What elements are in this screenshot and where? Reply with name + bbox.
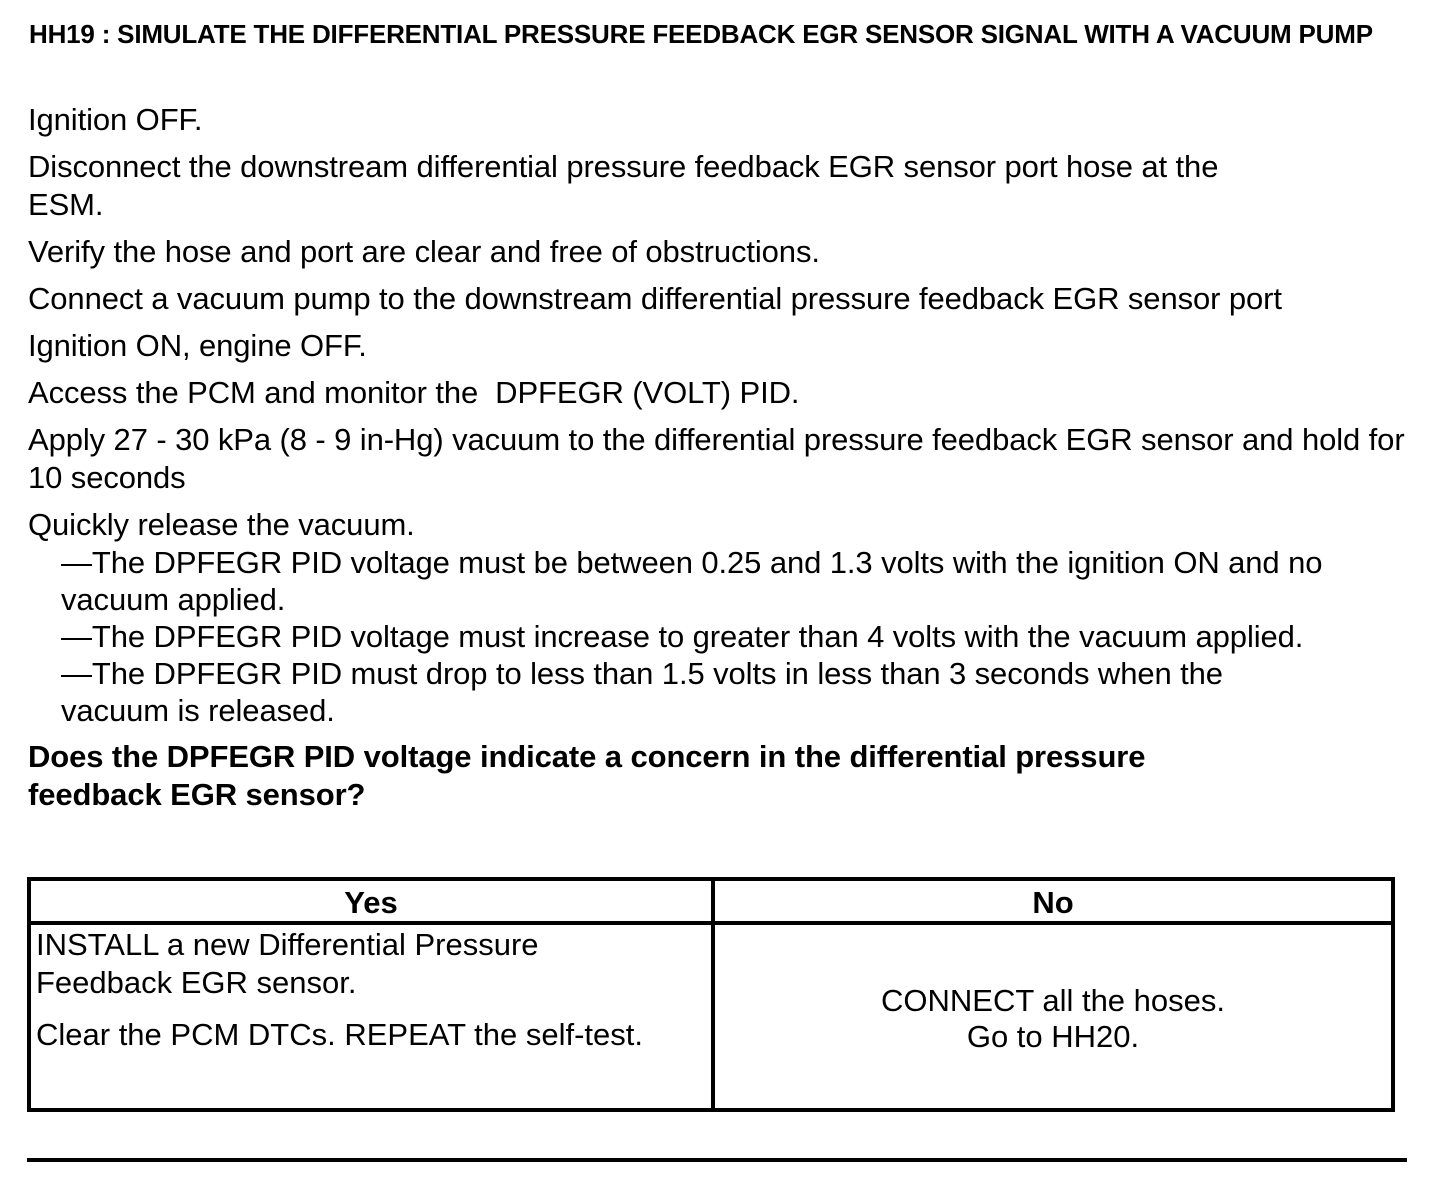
no-action-connect: CONNECT all the hoses.	[881, 983, 1225, 1018]
voltage-criteria	[28, 544, 1428, 729]
step-verify-hose: Verify the hose and port are clear and free of obstructions.	[28, 234, 820, 269]
table-header-divider	[31, 921, 1391, 925]
criterion-vacuum-applied: —The DPFEGR PID voltage must increase to greater than 4 volts with the vacuum applied.	[61, 619, 1304, 654]
yes-header: Yes	[344, 885, 398, 920]
no-header: No	[1032, 885, 1074, 920]
yes-action-cell	[36, 926, 706, 1054]
step-access-pcm: Access the PCM and monitor the DPFEGR (VOLT) PID.	[28, 375, 800, 410]
step-disconnect-hose: Disconnect the downstream differential pressure feedback EGR sensor port hose at the ESM.	[28, 149, 1219, 222]
no-action-cell	[715, 983, 1391, 1055]
step-connect-pump: Connect a vacuum pump to the downstream differential pressure feedback EGR sensor port	[28, 281, 1282, 316]
yes-action-install: INSTALL a new Differential Pressure Feedback EGR sensor.	[36, 927, 539, 1000]
procedure-steps	[28, 101, 1428, 814]
step-release-vacuum: Quickly release the vacuum.	[28, 507, 415, 542]
step-apply-vacuum: Apply 27 - 30 kPa (8 - 9 in-Hg) vacuum to the differential pressure feedback EGR sensor and hold for 10 seconds	[28, 422, 1405, 495]
yes-action-clear-dtcs: Clear the PCM DTCs. REPEAT the self-test.	[36, 1017, 643, 1052]
decision-question: Does the DPFEGR PID voltage indicate a concern in the differential pressure feedback EGR sensor?	[28, 739, 1146, 812]
step-ignition-on: Ignition ON, engine OFF.	[28, 328, 367, 363]
no-action-goto: Go to HH20.	[966, 1019, 1140, 1054]
criterion-vacuum-released: —The DPFEGR PID must drop to less than 1.5 volts in less than 3 seconds when the vacuum is released.	[61, 656, 1223, 728]
step-ignition-off: Ignition OFF.	[28, 102, 203, 137]
page-bottom-rule	[27, 1158, 1407, 1162]
result-table	[27, 877, 1395, 1112]
criterion-no-vacuum: —The DPFEGR PID voltage must be between 0.25 and 1.3 volts with the ignition ON and no vacuum applied.	[61, 545, 1323, 617]
test-step-title: HH19 : SIMULATE THE DIFFERENTIAL PRESSURE FEEDBACK EGR SENSOR SIGNAL WITH A VACUUM PUMP	[29, 19, 1373, 49]
